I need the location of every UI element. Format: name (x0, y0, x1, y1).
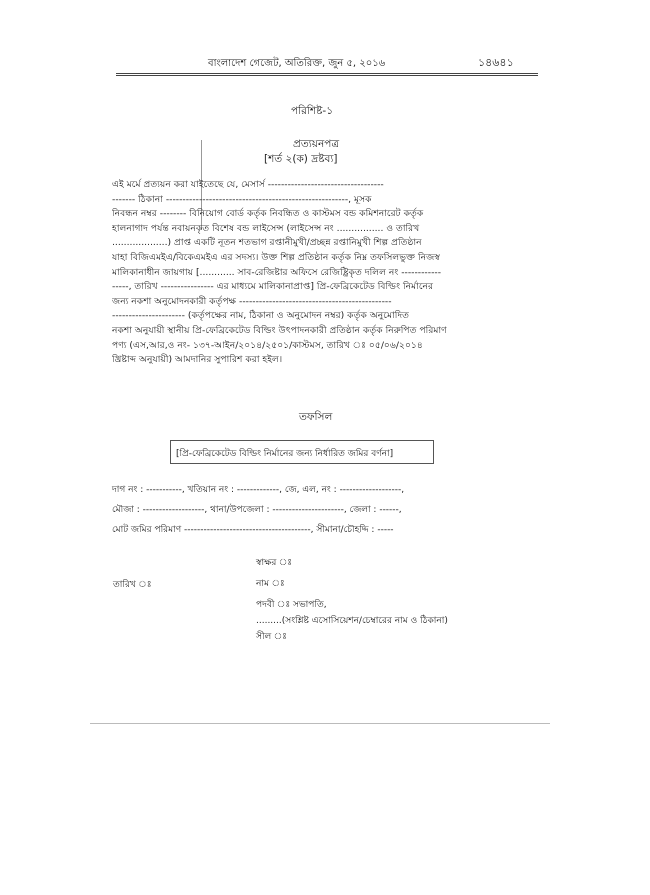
body-line: এই মর্মে প্রত্যয়ন করা যাইতেছে যে, মেসার্স ----------------------------------- (112, 179, 384, 190)
name-label: নাম ঃ (256, 579, 285, 589)
footer-rule (90, 723, 550, 724)
body-line: যাহা বিজিএমইএ/বিকেএমইএ এর সদস্য। উক্ত শিল্প প্রতিষ্ঠান কর্তৃক নিম্ন তফসিলভুক্ত নিজস্ব (112, 251, 440, 263)
header-rule (116, 73, 538, 74)
body-line: হালনাগাদ পর্যন্ত নবায়নকৃত বিশেষ বন্ড লাইসেন্স (লাইসেন্স নং ................ ও তারিখ (112, 222, 420, 234)
signature-label: স্বাক্ষর ঃ (256, 558, 293, 568)
seal-label: সীল ঃ (256, 632, 287, 642)
association-label: .........(সংশ্লিষ্ট এসোসিয়েশন/চেম্বারের নাম ও ঠিকানা) (256, 616, 448, 626)
designation-label: পদবী ঃ সভাপতি, (256, 600, 327, 610)
header-rule-2 (116, 75, 538, 76)
body-line: পণ্য (এস,আর,ও নং- ১৩৭-আইন/২০১৪/২৫০১/কাস্টমস, তারিখ ঃ ০৫/০৬/২০১৪ (112, 339, 423, 351)
schedule-box-text: [প্রি-ফেব্রিকেটেড বিল্ডিং নির্মানের জন্য নির্ধারিত জমির বর্ণনা] (176, 449, 394, 459)
body-line: ...................) প্রাপ্ত একটি নূতন শতভাগ রপ্তানীমুখী/প্রচ্ছন্ন রপ্তানিমুখী শিল্প প্রতিষ্ঠান (112, 237, 422, 249)
page-number: ১৪৬৪১ (478, 56, 514, 69)
certificate-subtitle: [শর্ত ২(ক) দ্রষ্টব্য] (264, 153, 338, 165)
body-line: ---------------------- (কর্তৃপক্ষের নাম, ঠিকানা ও অনুমোদন নম্বর) কর্তৃক অনুমোদিত (112, 310, 410, 322)
body-line: মালিকানাধীন জায়গায় [............ সাব-রেজিষ্টার অফিসে রেজিষ্ট্রিকৃত দলিল নং ------------ (112, 266, 442, 278)
certificate-body (112, 178, 534, 368)
gazette-header: বাংলাদেশ গেজেট, অতিরিক্ত, জুন ৫, ২০১৬ (208, 58, 386, 69)
body-line: নকশা অনুযায়ী স্থানীয় প্রি-ফেব্রিকেটেড বিল্ডিং উৎপাদনকারী প্রতিষ্ঠান কর্তৃক নিরুপিত পরিমাণ (112, 324, 447, 336)
schedule-row-mouza: মৌজা : -------------------, থানা/উপজেলা : ----------------------, জেলা : ------, (112, 505, 402, 515)
body-line: ------- ঠিকানা -------------------------------------------------------, মূসক (112, 193, 372, 205)
schedule-row-plot: দাগ নং : -----------, খতিয়ান নং : -------------, জে, এল, নং : -------------------, (112, 485, 405, 495)
date-label: তারিখ ঃ (113, 580, 152, 590)
schedule-title: তফসিল (299, 411, 333, 423)
body-line: জন্য নকশা অনুমোদনকারী কর্তৃপক্ষ ---------------------------------------------- (112, 295, 392, 307)
body-line: খ্রিষ্টাব্দ অনুযায়ী) আমদানির সুপারিশ করা হইল। (112, 354, 283, 366)
schedule-row-area: মোট জমির পরিমাণ ---------------------------------------, সীমানা/চৌহদ্দি : ----- (112, 525, 394, 535)
body-line: -----, তারিখ ---------------- এর মাধ্যমে মালিকানাপ্রাপ্ত] প্রি-ফেব্রিকেটেড বিল্ডিং নির্মানের (112, 281, 434, 293)
appendix-label: পরিশিষ্ট-১ (291, 105, 334, 117)
body-line: নিবন্ধন নম্বর -------- বিনিয়োগ বোর্ড কর্তৃক নিবন্ধিত ও কাস্টমস বন্ড কমিশনারেট কর্তৃক (112, 208, 424, 220)
certificate-title: প্রত্যয়নপত্র (293, 138, 340, 150)
